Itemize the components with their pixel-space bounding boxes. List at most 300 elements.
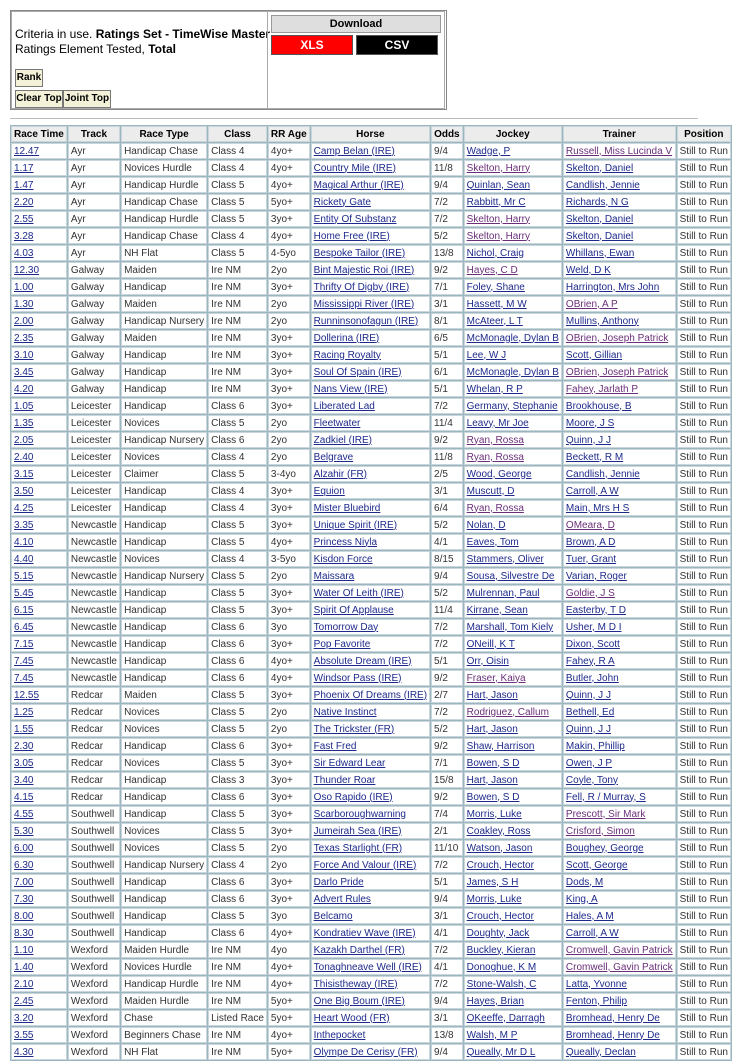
cell-trainer	[563, 772, 676, 788]
jockey-link[interactable]: Crouch, Hector	[466, 859, 534, 871]
jockey-link[interactable]: Doughty, Jack	[466, 927, 530, 939]
race-time-link[interactable]: 1.47	[14, 179, 34, 191]
race-time-link[interactable]: 2.55	[14, 213, 34, 225]
trainer-link[interactable]: Coyle, Tony	[565, 774, 618, 786]
horse-link[interactable]: Entity Of Substanz	[313, 213, 397, 225]
horse-link[interactable]: Texas Starlight (FR)	[313, 842, 403, 854]
race-time-link[interactable]: 3.45	[14, 366, 34, 378]
trainer-link[interactable]: Scott, Gillian	[565, 349, 623, 361]
jockey-link[interactable]: Skelton, Harry	[466, 230, 531, 242]
trainer-link[interactable]: Skelton, Daniel	[565, 213, 634, 225]
trainer-link[interactable]: Candlish, Jennie	[565, 179, 640, 191]
trainer-link[interactable]: Owen, J P	[565, 757, 613, 769]
race-time-link[interactable]: 2.10	[14, 978, 34, 990]
trainer-link[interactable]: Boughey, George	[565, 842, 644, 854]
jockey-link[interactable]: Marshall, Tom Kiely	[466, 621, 554, 633]
race-time-link[interactable]: 6.45	[14, 621, 34, 633]
horse-link[interactable]: Spirit Of Applause	[313, 604, 394, 616]
jockey-link[interactable]: Germany, Stephanie	[466, 400, 558, 412]
race-time-link[interactable]: 4.30	[14, 1046, 34, 1058]
col-trainer[interactable]: Trainer	[563, 126, 676, 142]
race-time-link[interactable]: 7.15	[14, 638, 34, 650]
horse-link[interactable]: Jumeirah Sea (IRE)	[313, 825, 402, 837]
jockey-link[interactable]: McAteer, L T	[466, 315, 523, 327]
col-rr-age[interactable]: RR Age	[268, 126, 310, 142]
race-time-link[interactable]: 6.00	[14, 842, 34, 854]
joint-top-button[interactable]: Joint Top	[63, 90, 111, 108]
jockey-link[interactable]: Walsh, M P	[466, 1029, 518, 1041]
race-time-link[interactable]: 4.55	[14, 808, 34, 820]
horse-link[interactable]: Mister Bluebird	[313, 502, 381, 514]
race-time-link[interactable]: 1.05	[14, 400, 34, 412]
race-time-link[interactable]: 3.55	[14, 1029, 34, 1041]
horse-link[interactable]: Oso Rapido (IRE)	[313, 791, 393, 803]
trainer-link[interactable]: King, A	[565, 893, 598, 905]
jockey-link[interactable]: Foley, Shane	[466, 281, 525, 293]
cell-odds: 8/15	[431, 551, 463, 567]
jockey-link[interactable]: Rabbitt, Mr C	[466, 196, 526, 208]
race-time-link[interactable]: 1.10	[14, 944, 34, 956]
trainer-link[interactable]: Fell, R / Murray, S	[565, 791, 646, 803]
cell-class: Ire NM	[208, 262, 267, 278]
jockey-link[interactable]: Sousa, Silvestre De	[466, 570, 555, 582]
col-odds[interactable]: Odds	[431, 126, 463, 142]
race-time-link[interactable]: 2.40	[14, 451, 34, 463]
jockey-link[interactable]: Hart, Jason	[466, 723, 518, 735]
trainer-link[interactable]: Brookhouse, B	[565, 400, 632, 412]
race-time-link[interactable]: 7.45	[14, 655, 34, 667]
race-time-link[interactable]: 8.30	[14, 927, 34, 939]
cell-odds: 7/2	[431, 636, 463, 652]
trainer-link[interactable]: OBrien, Joseph Patrick	[565, 332, 669, 344]
jockey-link[interactable]: Stone-Walsh, C	[466, 978, 537, 990]
jockey-link[interactable]: Morris, Luke	[466, 808, 522, 820]
col-race-time[interactable]: Race Time	[11, 126, 67, 142]
horse-link[interactable]: Advert Rules	[313, 893, 371, 905]
jockey-link[interactable]: Stammers, Oliver	[466, 553, 544, 565]
cell-horse	[311, 568, 430, 584]
jockey-link[interactable]: Skelton, Harry	[466, 162, 531, 174]
horse-link[interactable]: Maissara	[313, 570, 355, 582]
col-race-type[interactable]: Race Type	[121, 126, 207, 142]
jockey-link[interactable]: Nichol, Craig	[466, 247, 524, 259]
jockey-link[interactable]: Coakley, Ross	[466, 825, 531, 837]
jockey-link[interactable]: OKeeffe, Darragh	[466, 1012, 545, 1024]
jockey-link[interactable]: Wadge, P	[466, 145, 511, 157]
horse-link[interactable]: Sir Edward Lear	[313, 757, 386, 769]
horse-link[interactable]: Kisdon Force	[313, 553, 373, 565]
trainer-link[interactable]: Cromwell, Gavin Patrick	[565, 961, 673, 973]
trainer-link[interactable]: Moore, J S	[565, 417, 615, 429]
horse-link[interactable]: Camp Belan (IRE)	[313, 145, 395, 157]
csv-download-button[interactable]: CSV	[356, 35, 438, 55]
col-position[interactable]: Position	[677, 126, 731, 142]
rank-button[interactable]: Rank	[15, 69, 43, 87]
horse-link[interactable]: Absolute Dream (IRE)	[313, 655, 412, 667]
horse-link[interactable]: Equion	[313, 485, 345, 497]
cell-race-time	[11, 602, 67, 618]
trainer-link[interactable]: Dods, M	[565, 876, 604, 888]
jockey-link[interactable]: Crouch, Hector	[466, 910, 534, 922]
jockey-link[interactable]: Leavy, Mr Joe	[466, 417, 529, 429]
horse-link[interactable]: Darlo Pride	[313, 876, 364, 888]
cell-position: Still to Run	[677, 670, 731, 686]
cell-track: Newcastle	[68, 534, 120, 550]
cell-class: Class 5	[208, 602, 267, 618]
horse-link[interactable]: The Trickster (FR)	[313, 723, 395, 735]
cell-odds: 3/1	[431, 908, 463, 924]
trainer-link[interactable]: Skelton, Daniel	[565, 230, 634, 242]
trainer-link[interactable]: Harrington, Mrs John	[565, 281, 660, 293]
race-time-link[interactable]: 6.30	[14, 859, 34, 871]
trainer-link[interactable]: Goldie, J S	[565, 587, 615, 599]
trainer-link[interactable]: Crisford, Simon	[565, 825, 635, 837]
horse-link[interactable]: Soul Of Spain (IRE)	[313, 366, 402, 378]
cell-race-time	[11, 432, 67, 448]
jockey-link[interactable]: Whelan, R P	[466, 383, 523, 395]
cell-odds: 9/2	[431, 432, 463, 448]
horse-link[interactable]: Bint Majestic Roi (IRE)	[313, 264, 415, 276]
horse-link[interactable]: Force And Valour (IRE)	[313, 859, 417, 871]
trainer-link[interactable]: Dixon, Scott	[565, 638, 620, 650]
race-time-link[interactable]: 1.30	[14, 298, 34, 310]
jockey-link[interactable]: Nolan, D	[466, 519, 506, 531]
race-time-link[interactable]: 5.45	[14, 587, 34, 599]
col-track[interactable]: Track	[68, 126, 120, 142]
trainer-link[interactable]: Tuer, Grant	[565, 553, 617, 565]
trainer-link[interactable]: Cromwell, Gavin Patrick	[565, 944, 673, 956]
jockey-link[interactable]: Hart, Jason	[466, 689, 518, 701]
race-time-link[interactable]: 3.40	[14, 774, 34, 786]
trainer-link[interactable]: Quinn, J J	[565, 689, 611, 701]
race-time-link[interactable]: 3.28	[14, 230, 34, 242]
cell-rr-age: 3yo+	[268, 874, 310, 890]
trainer-link[interactable]: Skelton, Daniel	[565, 162, 634, 174]
jockey-link[interactable]: Hassett, M W	[466, 298, 527, 310]
trainer-link[interactable]: Scott, George	[565, 859, 628, 871]
race-time-link[interactable]: 2.00	[14, 315, 34, 327]
horse-link[interactable]: Water Of Leith (IRE)	[313, 587, 404, 599]
horse-link[interactable]: Racing Royalty	[313, 349, 381, 361]
horse-link[interactable]: Windsor Pass (IRE)	[313, 672, 402, 684]
cell-odds: 7/2	[431, 398, 463, 414]
cell-jockey	[464, 398, 562, 414]
criteria-prefix: Criteria in use.	[15, 27, 93, 41]
cell-position: Still to Run	[677, 908, 731, 924]
jockey-link[interactable]: Hayes, C D	[466, 264, 518, 276]
race-time-link[interactable]: 7.45	[14, 672, 34, 684]
cell-odds: 4/1	[431, 959, 463, 975]
cell-track: Newcastle	[68, 517, 120, 533]
trainer-link[interactable]: Bromhead, Henry De	[565, 1029, 660, 1041]
horse-link[interactable]: Belcamo	[313, 910, 353, 922]
jockey-link[interactable]: Fraser, Kaiya	[466, 672, 526, 684]
cell-position: Still to Run	[677, 942, 731, 958]
trainer-link[interactable]: Bromhead, Henry De	[565, 1012, 660, 1024]
race-time-link[interactable]: 4.10	[14, 536, 34, 548]
cell-horse	[311, 636, 430, 652]
horse-link[interactable]: Kazakh Darthel (FR)	[313, 944, 405, 956]
jockey-link[interactable]: Bowen, S D	[466, 791, 520, 803]
horse-link[interactable]: Dollerina (IRE)	[313, 332, 380, 344]
trainer-link[interactable]: Russell, Miss Lucinda V	[565, 145, 673, 157]
jockey-link[interactable]: McMonagle, Dylan B	[466, 332, 559, 344]
trainer-link[interactable]: Prescott, Sir Mark	[565, 808, 646, 820]
cell-rr-age: 3yo+	[268, 211, 310, 227]
race-time-link[interactable]: 1.00	[14, 281, 34, 293]
cell-race-time	[11, 517, 67, 533]
jockey-link[interactable]: Queally, Mr D L	[466, 1046, 536, 1058]
cell-position: Still to Run	[677, 1027, 731, 1043]
cell-odds: 7/2	[431, 942, 463, 958]
cell-trainer	[563, 806, 676, 822]
horse-link[interactable]: Country Mile (IRE)	[313, 162, 396, 174]
race-time-link[interactable]: 4.03	[14, 247, 34, 259]
race-time-link[interactable]: 3.05	[14, 757, 34, 769]
jockey-link[interactable]: Muscutt, D	[466, 485, 515, 497]
trainer-link[interactable]: Bethell, Ed	[565, 706, 615, 718]
cell-rr-age: 2yo	[268, 840, 310, 856]
cell-horse	[311, 840, 430, 856]
race-time-link[interactable]: 12.30	[14, 264, 40, 276]
cell-race-type: Handicap	[121, 381, 207, 397]
trainer-link[interactable]: OBrien, Joseph Patrick	[565, 366, 669, 378]
jockey-link[interactable]: Ryan, Rossa	[466, 451, 524, 463]
race-time-link[interactable]: 7.30	[14, 893, 34, 905]
race-time-link[interactable]: 3.35	[14, 519, 34, 531]
cell-race-time	[11, 687, 67, 703]
race-time-link[interactable]: 2.20	[14, 196, 34, 208]
jockey-link[interactable]: Rodriguez, Callum	[466, 706, 549, 718]
race-time-link[interactable]: 3.15	[14, 468, 34, 480]
jockey-link[interactable]: Bowen, S D	[466, 757, 520, 769]
cell-trainer	[563, 551, 676, 567]
trainer-link[interactable]: Varian, Roger	[565, 570, 627, 582]
horse-link[interactable]: Home Free (IRE)	[313, 230, 390, 242]
race-time-link[interactable]: 4.40	[14, 553, 34, 565]
trainer-link[interactable]: Whillans, Ewan	[565, 247, 635, 259]
cell-odds: 7/2	[431, 211, 463, 227]
race-time-link[interactable]: 12.47	[14, 145, 40, 157]
table-row	[11, 296, 731, 312]
jockey-link[interactable]: Quinlan, Sean	[466, 179, 531, 191]
trainer-link[interactable]: Fahey, R A	[565, 655, 615, 667]
jockey-link[interactable]: Shaw, Harrison	[466, 740, 535, 752]
table-row	[11, 347, 731, 363]
col-horse[interactable]: Horse	[311, 126, 430, 142]
trainer-link[interactable]: Queally, Declan	[565, 1046, 636, 1058]
cell-jockey	[464, 313, 562, 329]
horse-link[interactable]: Bespoke Tailor (IRE)	[313, 247, 406, 259]
jockey-link[interactable]: Lee, W J	[466, 349, 507, 361]
jockey-link[interactable]: Buckley, Kieran	[466, 944, 536, 956]
trainer-link[interactable]: Main, Mrs H S	[565, 502, 630, 514]
table-row	[11, 143, 731, 159]
race-time-link[interactable]: 2.30	[14, 740, 34, 752]
race-time-link[interactable]: 2.05	[14, 434, 34, 446]
race-time-link[interactable]: 2.45	[14, 995, 34, 1007]
table-header-row	[11, 126, 731, 142]
horse-link[interactable]: Alzahir (FR)	[313, 468, 368, 480]
race-time-link[interactable]: 5.30	[14, 825, 34, 837]
race-time-link[interactable]: 3.20	[14, 1012, 34, 1024]
trainer-link[interactable]: Weld, D K	[565, 264, 611, 276]
cell-horse	[311, 670, 430, 686]
race-time-link[interactable]: 1.55	[14, 723, 34, 735]
race-time-link[interactable]: 1.17	[14, 162, 34, 174]
cell-position: Still to Run	[677, 551, 731, 567]
jockey-link[interactable]: Morris, Luke	[466, 893, 522, 905]
horse-link[interactable]: Phoenix Of Dreams (IRE)	[313, 689, 428, 701]
cell-track: Southwell	[68, 874, 120, 890]
jockey-link[interactable]: Wood, George	[466, 468, 532, 480]
horse-link[interactable]: Scarboroughwarning	[313, 808, 406, 820]
cell-odds: 5/2	[431, 585, 463, 601]
ratings-element-name: Total	[148, 42, 176, 56]
cell-trainer	[563, 721, 676, 737]
cell-jockey	[464, 619, 562, 635]
trainer-link[interactable]: Brown, A D	[565, 536, 616, 548]
cell-jockey	[464, 330, 562, 346]
jockey-link[interactable]: Eaves, Tom	[466, 536, 519, 548]
jockey-link[interactable]: Orr, Oisin	[466, 655, 509, 667]
horse-link[interactable]: Kondratiev Wave (IRE)	[313, 927, 416, 939]
trainer-link[interactable]: Beckett, R M	[565, 451, 624, 463]
trainer-link[interactable]: Butler, John	[565, 672, 619, 684]
horse-link[interactable]: Nans View (IRE)	[313, 383, 388, 395]
jockey-link[interactable]: James, S H	[466, 876, 519, 888]
horse-link[interactable]: Tonaghneave Well (IRE)	[313, 961, 422, 973]
cell-track: Redcar	[68, 738, 120, 754]
horse-link[interactable]: Unique Spirit (IRE)	[313, 519, 398, 531]
race-time-link[interactable]: 2.35	[14, 332, 34, 344]
jockey-link[interactable]: ONeill, K T	[466, 638, 515, 650]
trainer-link[interactable]: Quinn, J J	[565, 723, 611, 735]
table-row	[11, 211, 731, 227]
trainer-link[interactable]: Mullins, Anthony	[565, 315, 639, 327]
xls-download-button[interactable]: XLS	[271, 35, 353, 55]
race-time-link[interactable]: 3.50	[14, 485, 34, 497]
trainer-link[interactable]: Makin, Phillip	[565, 740, 625, 752]
trainer-link[interactable]: Fahey, Jarlath P	[565, 383, 638, 395]
cell-race-time	[11, 143, 67, 159]
cell-track: Newcastle	[68, 551, 120, 567]
col-class[interactable]: Class	[208, 126, 267, 142]
horse-link[interactable]: Olympe De Cerisy (FR)	[313, 1046, 418, 1058]
trainer-link[interactable]: OBrien, A P	[565, 298, 618, 310]
jockey-link[interactable]: Skelton, Harry	[466, 213, 531, 225]
race-time-link[interactable]: 1.40	[14, 961, 34, 973]
cell-rr-age: 3-4yo	[268, 466, 310, 482]
race-time-link[interactable]: 7.00	[14, 876, 34, 888]
horse-link[interactable]: Rickety Gate	[313, 196, 371, 208]
race-time-link[interactable]: 3.10	[14, 349, 34, 361]
horse-link[interactable]: Fleetwater	[313, 417, 361, 429]
horse-link[interactable]: Thrifty Of Digby (IRE)	[313, 281, 410, 293]
trainer-link[interactable]: OMeara, D	[565, 519, 615, 531]
cell-track: Wexford	[68, 993, 120, 1009]
horse-link[interactable]: Heart Wood (FR)	[313, 1012, 390, 1024]
cell-odds: 7/1	[431, 279, 463, 295]
jockey-link[interactable]: Ryan, Rossa	[466, 502, 524, 514]
horse-link[interactable]: Thisistheway (IRE)	[313, 978, 398, 990]
jockey-link[interactable]: Watson, Jason	[466, 842, 533, 854]
trainer-link[interactable]: Candlish, Jennie	[565, 468, 640, 480]
cell-class: Class 5	[208, 534, 267, 550]
trainer-link[interactable]: Hales, A M	[565, 910, 614, 922]
race-time-link[interactable]: 6.15	[14, 604, 34, 616]
horse-link[interactable]: Liberated Lad	[313, 400, 375, 412]
trainer-link[interactable]: Latta, Yvonne	[565, 978, 627, 990]
table-row	[11, 891, 731, 907]
race-time-link[interactable]: 8.00	[14, 910, 34, 922]
trainer-link[interactable]: Quinn, J J	[565, 434, 611, 446]
table-row	[11, 1044, 731, 1060]
jockey-link[interactable]: Ryan, Rossa	[466, 434, 524, 446]
trainer-link[interactable]: Usher, M D I	[565, 621, 622, 633]
horse-link[interactable]: Zadkiel (IRE)	[313, 434, 373, 446]
jockey-link[interactable]: Hart, Jason	[466, 774, 518, 786]
cell-race-type: Novices	[121, 823, 207, 839]
cell-jockey	[464, 653, 562, 669]
horse-link[interactable]: Magical Arthur (IRE)	[313, 179, 404, 191]
cell-race-time	[11, 296, 67, 312]
horse-link[interactable]: Tomorrow Day	[313, 621, 379, 633]
horse-link[interactable]: Mississippi River (IRE)	[313, 298, 415, 310]
cell-race-time	[11, 177, 67, 193]
horse-link[interactable]: Inthepocket	[313, 1029, 366, 1041]
trainer-link[interactable]: Carroll, A W	[565, 927, 619, 939]
horse-link[interactable]: Princess Niyla	[313, 536, 378, 548]
race-time-link[interactable]: 12.55	[14, 689, 40, 701]
horse-link[interactable]: Thunder Roar	[313, 774, 376, 786]
cell-horse	[311, 1010, 430, 1026]
horse-link[interactable]: Fast Fred	[313, 740, 357, 752]
trainer-link[interactable]: Easterby, T D	[565, 604, 626, 616]
col-jockey[interactable]: Jockey	[464, 126, 562, 142]
jockey-link[interactable]: McMonagle, Dylan B	[466, 366, 559, 378]
jockey-link[interactable]: Donoghue, K M	[466, 961, 537, 973]
jockey-link[interactable]: Mulrennan, Paul	[466, 587, 540, 599]
cell-track: Ayr	[68, 143, 120, 159]
horse-link[interactable]: Runninsonofagun (IRE)	[313, 315, 419, 327]
cell-rr-age: 3yo+	[268, 806, 310, 822]
clear-top-button[interactable]: Clear Top	[15, 90, 63, 108]
cell-track: Newcastle	[68, 568, 120, 584]
jockey-link[interactable]: Kirrane, Sean	[466, 604, 528, 616]
horse-link[interactable]: One Big Boum (IRE)	[313, 995, 405, 1007]
cell-odds: 11/8	[431, 449, 463, 465]
horse-link[interactable]: Native Instinct	[313, 706, 377, 718]
race-time-link[interactable]: 4.15	[14, 791, 34, 803]
cell-odds: 9/2	[431, 670, 463, 686]
horse-link[interactable]: Belgrave	[313, 451, 354, 463]
trainer-link[interactable]: Carroll, A W	[565, 485, 619, 497]
jockey-link[interactable]: Hayes, Brian	[466, 995, 524, 1007]
race-time-link[interactable]: 1.35	[14, 417, 34, 429]
cell-trainer	[563, 636, 676, 652]
cell-class: Class 5	[208, 585, 267, 601]
horse-link[interactable]: Pop Favorite	[313, 638, 371, 650]
race-time-link[interactable]: 1.25	[14, 706, 34, 718]
trainer-link[interactable]: Fenton, Philip	[565, 995, 628, 1007]
trainer-link[interactable]: Richards, N G	[565, 196, 629, 208]
cell-class: Class 5	[208, 415, 267, 431]
race-time-link[interactable]: 4.20	[14, 383, 34, 395]
race-time-link[interactable]: 4.25	[14, 502, 34, 514]
cell-trainer	[563, 653, 676, 669]
race-time-link[interactable]: 5.15	[14, 570, 34, 582]
